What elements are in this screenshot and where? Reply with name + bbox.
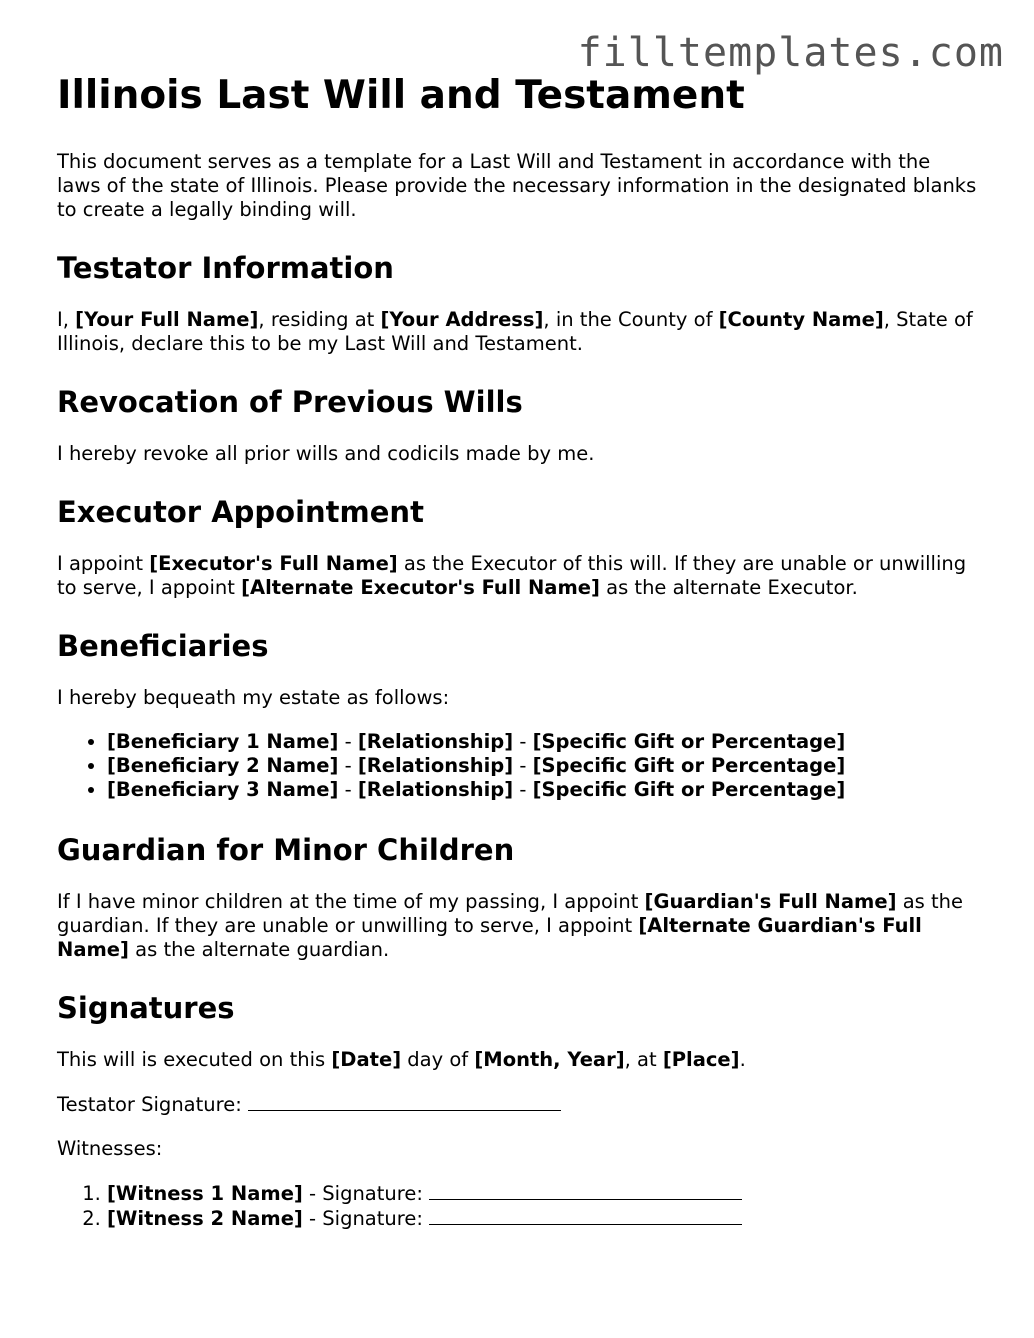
beneficiary-name-blank: [Beneficiary 1 Name]: [107, 730, 339, 753]
guardian-text: If I have minor children at the time of my passing, I appoint: [57, 890, 645, 913]
beneficiaries-heading: Beneficiaries: [57, 629, 269, 663]
beneficiaries-list: [57, 730, 977, 802]
revocation-paragraph: I hereby revoke all prior wills and codicils made by me.: [57, 442, 595, 465]
intro-paragraph: This document serves as a template for a Last Will and Testament in accordance with the laws of the state of Illinois. Please provide the necessary information in the designated blanks to create a legally binding will.: [57, 150, 977, 221]
separator: -: [513, 730, 533, 753]
execution-text: day of: [401, 1048, 475, 1071]
witness-signature-label: - Signature:: [302, 1182, 430, 1205]
signatures-heading: Signatures: [57, 991, 235, 1025]
execution-text: .: [739, 1048, 746, 1071]
testator-signature-row: [57, 1092, 977, 1117]
document-page: [57, 72, 977, 1261]
date-blank: [Date]: [331, 1048, 402, 1071]
alternate-executor-name-blank: [Alternate Executor's Full Name]: [241, 576, 600, 599]
guardian-paragraph: [57, 890, 977, 962]
executor-name-blank: [Executor's Full Name]: [149, 552, 398, 575]
beneficiary-item: [107, 778, 977, 802]
beneficiaries-intro: I hereby bequeath my estate as follows:: [57, 686, 450, 709]
guardian-heading: Guardian for Minor Children: [57, 833, 515, 867]
beneficiary-relationship-blank: [Relationship]: [357, 730, 514, 753]
document-title: Illinois Last Will and Testament: [57, 73, 745, 118]
beneficiary-gift-blank: [Specific Gift or Percentage]: [532, 778, 846, 801]
separator: -: [513, 778, 533, 801]
beneficiary-item: [107, 730, 977, 754]
executor-paragraph: [57, 552, 977, 600]
testator-text: I,: [57, 308, 76, 331]
witness-name-blank: [Witness 1 Name]: [107, 1182, 303, 1205]
beneficiary-name-blank: [Beneficiary 3 Name]: [107, 778, 339, 801]
beneficiary-name-blank: [Beneficiary 2 Name]: [107, 754, 339, 777]
witness-list: [57, 1181, 977, 1231]
beneficiary-relationship-blank: [Relationship]: [357, 778, 514, 801]
testator-text: , State of Illinois, declare this to be my Last Will and Testament.: [57, 308, 973, 355]
execution-text: , at: [624, 1048, 663, 1071]
testator-paragraph: [57, 308, 977, 356]
executor-text: as the alternate Executor.: [599, 576, 858, 599]
executor-heading: Executor Appointment: [57, 495, 424, 529]
beneficiary-gift-blank: [Specific Gift or Percentage]: [532, 754, 846, 777]
execution-paragraph: [57, 1048, 977, 1072]
witness-signature-label: - Signature:: [302, 1207, 430, 1230]
witness-signature-line[interactable]: [429, 1181, 742, 1200]
witnesses-label: Witnesses:: [57, 1137, 163, 1160]
guardian-text: as the guardian. If they are unable or unwilling to serve, I appoint: [57, 890, 964, 937]
execution-text: This will is executed on this: [57, 1048, 332, 1071]
witness-item: [107, 1206, 977, 1231]
executor-text: I appoint: [57, 552, 150, 575]
beneficiary-relationship-blank: [Relationship]: [357, 754, 514, 777]
testator-signature-label: Testator Signature:: [57, 1093, 248, 1116]
witness-signature-line[interactable]: [429, 1206, 742, 1225]
alternate-guardian-name-blank: [Alternate Guardian's Full Name]: [57, 914, 922, 961]
guardian-name-blank: [Guardian's Full Name]: [644, 890, 897, 913]
executor-text: as the Executor of this will. If they are unable or unwilling to serve, I appoint: [57, 552, 967, 599]
beneficiary-gift-blank: [Specific Gift or Percentage]: [532, 730, 846, 753]
revocation-heading: Revocation of Previous Wills: [57, 385, 523, 419]
witness-name-blank: [Witness 2 Name]: [107, 1207, 303, 1230]
separator: -: [338, 730, 358, 753]
separator: -: [338, 778, 358, 801]
testator-county-blank: [County Name]: [718, 308, 884, 331]
testator-text: , in the County of: [543, 308, 719, 331]
testator-name-blank: [Your Full Name]: [75, 308, 259, 331]
beneficiary-item: [107, 754, 977, 778]
testator-signature-line[interactable]: [248, 1092, 561, 1111]
witness-item: [107, 1181, 977, 1206]
testator-heading: Testator Information: [57, 251, 394, 285]
testator-text: , residing at: [258, 308, 381, 331]
watermark: filltemplates.com: [577, 30, 1004, 76]
guardian-text: as the alternate guardian.: [128, 938, 390, 961]
separator: -: [513, 754, 533, 777]
place-blank: [Place]: [662, 1048, 740, 1071]
separator: -: [338, 754, 358, 777]
testator-address-blank: [Your Address]: [380, 308, 544, 331]
month-year-blank: [Month, Year]: [474, 1048, 625, 1071]
